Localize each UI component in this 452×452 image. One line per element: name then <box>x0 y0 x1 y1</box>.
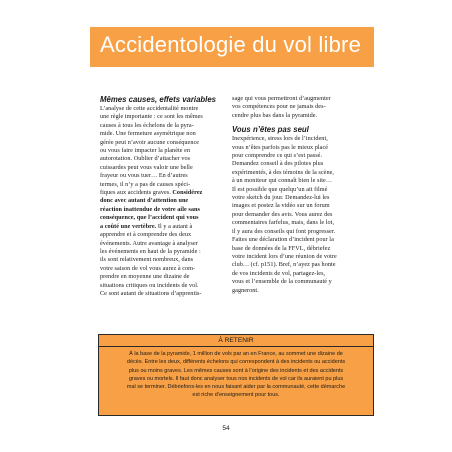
text-line: événements. Autre avantage à analyser <box>100 239 198 247</box>
text-line: commentaires farfelus, mais, dans le lot, <box>232 219 335 227</box>
text-run: mide. Une fermeture asymétrique non <box>100 130 196 138</box>
retenir-line: À la base de la pyramide, 1 million de vols par an en France, au sommet une dizaine de <box>129 351 343 357</box>
text-line: les événements en haut de la pyramide : <box>100 247 201 255</box>
retenir-line: graves ou mortels. Il faut donc analyser tous nos incidents de vol car ils auraient pu plus <box>128 375 344 382</box>
text-run: autorotation. Oublier d’attacher vos <box>100 155 191 163</box>
text-line <box>100 172 222 180</box>
text-line: gagneront. <box>232 286 259 294</box>
text-line: situations critiques ou incidents de vol. <box>100 281 199 289</box>
bold-run: conséquence, que l’accident qui vous <box>100 214 199 222</box>
text-line: votre sketch du jour. Demandez-lui les <box>232 194 330 202</box>
text-line: il y aura des conseils qui font progresser. <box>232 227 336 235</box>
text-line: à un moniteur qui connaît bien le site… <box>232 177 333 185</box>
retenir-box <box>98 334 374 416</box>
text-run: une règle importante : ce sont les mêmes <box>100 113 203 121</box>
text-line: Faites une déclaration d’incident pour la <box>232 236 334 244</box>
text-run: fiques aux accidents graves. <box>100 189 171 197</box>
text-line: club… (cf. p151). Bref, n’ayez pas honte <box>232 261 336 269</box>
bold-run: a coûté une vertèbre. <box>100 222 157 230</box>
right-column <box>232 95 372 295</box>
text-line <box>100 181 222 189</box>
text-line <box>100 105 222 113</box>
bold-run: donc avec autant d’attention une <box>100 197 189 205</box>
text-run: causes à tous les échelons de la pyra- <box>100 121 194 129</box>
paragraph-pas-seul <box>232 135 372 295</box>
text-line: vos compétences pour ne jamais des- <box>232 103 326 111</box>
text-line: apprendre et à comprendre des deux <box>100 231 192 239</box>
text-line: base de données de la FFVL, débriefez <box>232 244 331 252</box>
section-heading-pas-seul: Vous n’êtes pas seul <box>232 125 309 135</box>
text-run: L’analyse de cette accidentalité montre <box>100 105 199 112</box>
text-line: votre incident lors d’une réunion de votre <box>232 252 337 260</box>
text-line: prendre en moyenne une dizaine de <box>100 273 190 281</box>
text-line: Inexpérience, stress lors de l’incident, <box>232 135 328 143</box>
retenir-line: plus ou moins graves. Les mêmes causes sont à l’origine des incidents et des accidents <box>128 367 344 374</box>
text-line: expérimentés, à des témoins de la scène, <box>232 168 334 176</box>
text-line <box>100 130 222 138</box>
text-line <box>100 189 222 197</box>
text-line <box>100 164 222 172</box>
text-line <box>100 223 222 231</box>
chapter-title: Accidentologie du vol libre <box>100 32 361 57</box>
text-line: vous n’êtes parfois pas le mieux placé <box>232 143 329 151</box>
text-line: pour demander des avis. Vous aurez des <box>232 210 333 218</box>
text-run: termes, il n’y a pas de causes spéci- <box>100 180 191 188</box>
paragraph-continuation <box>232 95 372 120</box>
text-line: ils sont relativement nombreux, dans <box>100 256 194 264</box>
retenir-text <box>105 350 367 400</box>
text-run: gérée peut n’avoir aucune conséquence <box>100 138 200 146</box>
retenir-title: À RETENIR <box>99 335 373 347</box>
retenir-line: mal se terminer. Débriefons-les en nous faisant aider par la communauté, cette démarche <box>126 384 346 391</box>
text-line: Demandez conseil à des pilotes plus <box>232 160 324 168</box>
page-number: 54 <box>222 425 230 432</box>
text-line: sage qui vous permettront d’augmenter <box>232 95 331 102</box>
text-line: Ce sont autant de situations d’apprentis- <box>100 289 202 297</box>
paragraph-causes <box>100 105 222 298</box>
text-run: ou vous faire impacter la planète en <box>100 147 191 155</box>
text-line <box>100 139 222 147</box>
text-line: pour comprendre ce qui s’est passé. <box>232 152 323 160</box>
text-line: images et postez la vidéo sur un forum <box>232 202 330 210</box>
text-line <box>100 197 222 205</box>
retenir-line: est riche d’enseignement pour tous. <box>192 392 280 399</box>
retenir-line: décès. Entre les deux, différents échelons qui correspondent à des incidents ou accidents <box>126 359 346 366</box>
text-line <box>100 214 222 222</box>
text-run: frayeur ou vous tuer… En d’autres <box>100 172 188 180</box>
text-run: cuissardes peut vous valoir une belle <box>100 163 193 171</box>
text-line <box>100 147 222 155</box>
text-line: cendre plus bas dans la pyramide. <box>232 111 318 119</box>
text-line <box>100 155 222 163</box>
text-line <box>100 206 222 214</box>
text-line: vous et l’ensemble de la communauté y <box>232 278 332 286</box>
bold-run: réaction inattendue de votre aile sans <box>100 205 200 213</box>
text-line <box>100 113 222 121</box>
text-line: Il est possible que quelqu’un ait filmé <box>232 185 328 193</box>
text-run: Il y a autant à <box>156 222 193 230</box>
section-heading-causes: Mêmes causes, effets variables <box>100 95 217 104</box>
text-line: de vos incidents de vol, partagez-les, <box>232 269 326 277</box>
text-line: votre saison de vol vous aurez à com- <box>100 264 196 272</box>
text-line <box>100 122 222 130</box>
left-column <box>100 95 222 298</box>
bold-run: Considérez <box>170 189 203 197</box>
